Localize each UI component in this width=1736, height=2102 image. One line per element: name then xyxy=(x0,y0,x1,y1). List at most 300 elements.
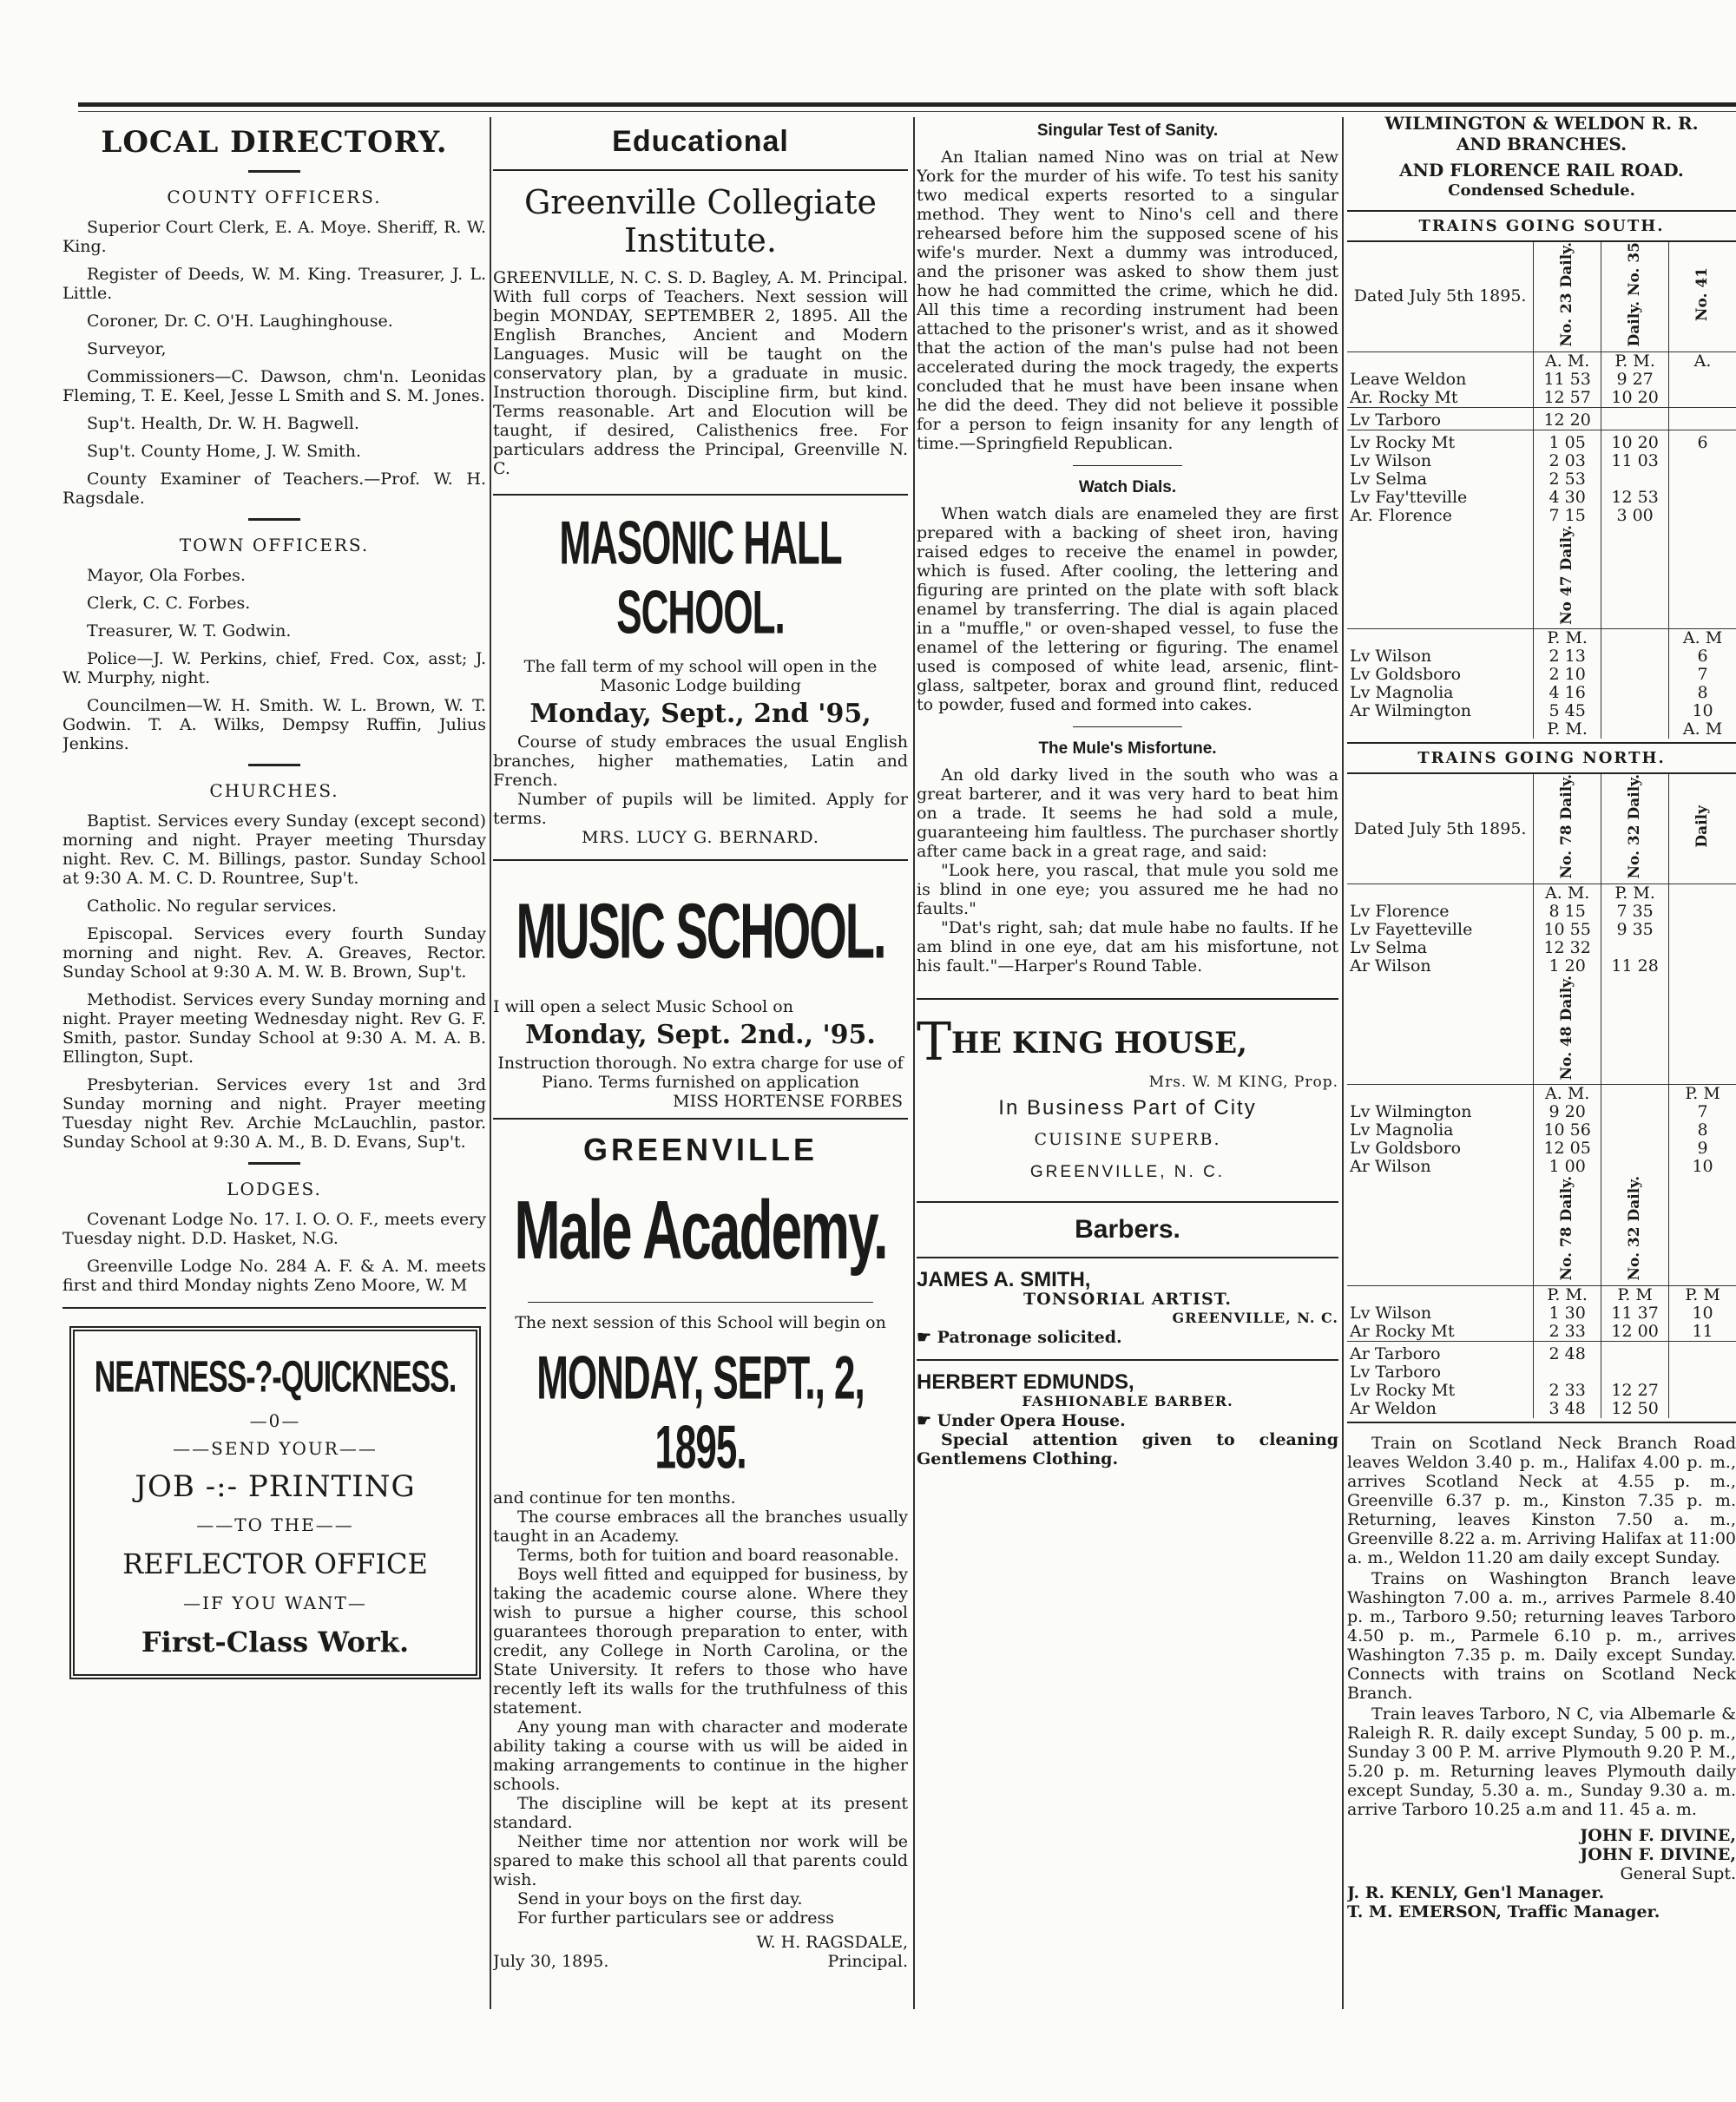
column-divider xyxy=(490,117,491,2009)
time-cell: A. M xyxy=(1669,629,1736,648)
town-officers-heading: TOWN OFFICERS. xyxy=(179,535,370,555)
mule-title: The Mule's Misfortune. xyxy=(1038,739,1217,758)
time-cell: 2 53 xyxy=(1534,470,1601,489)
table-row xyxy=(1347,629,1736,648)
table-row xyxy=(1347,883,1736,903)
timetable-body xyxy=(1347,629,1736,739)
edmunds-name: HERBERT EDMUNDS, xyxy=(917,1370,1134,1394)
table-row xyxy=(1347,647,1736,666)
county-officers-heading: COUNTY OFFICERS. xyxy=(167,187,382,207)
time-cell: 7 15 xyxy=(1534,507,1601,525)
time-cell: 1 00 xyxy=(1534,1158,1601,1176)
time-cell: 12 00 xyxy=(1601,1323,1669,1342)
county-entry: Surveyor, xyxy=(87,339,167,358)
station-cell: Lv Goldsboro xyxy=(1350,1139,1462,1159)
county-entry: Sup't. County Home, J. W. Smith. xyxy=(87,442,362,461)
time-cell: 12 05 xyxy=(1534,1140,1601,1158)
table-row xyxy=(1347,720,1736,739)
time-cell: A. M. xyxy=(1534,351,1601,371)
time-cell xyxy=(1669,939,1736,957)
town-entry: Councilmen—W. H. Smith. W. L. Brown, W. T. Godwin. T. A. Wilks, Dempsy Ruffin, Julius Jenkins. xyxy=(62,696,486,753)
table-row xyxy=(1347,921,1736,939)
articles-column xyxy=(917,113,1338,2013)
table-row xyxy=(1347,1121,1736,1140)
time-cell: 11 53 xyxy=(1534,371,1601,389)
gma-sign-date: July 30, 1895. xyxy=(493,1952,609,1971)
station-cell xyxy=(1347,351,1534,371)
time-cell xyxy=(1669,507,1736,525)
time-cell: 12 50 xyxy=(1601,1400,1669,1418)
table-row xyxy=(1347,1285,1736,1304)
lodges-heading: LODGES. xyxy=(227,1179,322,1199)
col-header-label: No. 23 Daily. xyxy=(1558,242,1576,347)
time-cell xyxy=(1669,411,1736,430)
time-cell xyxy=(1601,647,1669,666)
job-printing-ad xyxy=(69,1326,481,1679)
music-title: MUSIC SCHOOL. xyxy=(516,887,885,975)
table-row xyxy=(1347,452,1736,470)
col-header xyxy=(1534,975,1601,1085)
station-cell: Lv Tarboro xyxy=(1350,1362,1442,1382)
table-row xyxy=(1347,489,1736,507)
time-cell: 6 xyxy=(1669,647,1736,666)
timetable-body xyxy=(1347,411,1736,430)
masonic-intro: The fall term of my school will open in the Masonic Lodge building xyxy=(523,657,878,695)
railroad-note: Trains on Washington Branch leave Washington 7.00 a. m., arrives Parmele 8.40 p. m., Tarboro 9.50; returning leaves Tarboro 4.50 p. m., Parmele 6.10 p. m., arrives Washington 7.35 p. m. Daily except Sunday. Connects with trains on Scotland Neck Branch. xyxy=(1347,1568,1736,1703)
timetable-body xyxy=(1347,1085,1736,1177)
table-row xyxy=(1347,939,1736,957)
job-ad-text: ——TO THE—— xyxy=(196,1514,354,1535)
time-cell xyxy=(1669,1382,1736,1400)
educational-title: Educational xyxy=(612,125,789,158)
station-cell: Lv Magnolia xyxy=(1350,683,1454,703)
thin-rule xyxy=(1073,726,1182,727)
railroad-title: AND BRANCHES. xyxy=(1456,134,1628,154)
time-cell xyxy=(1601,1345,1669,1363)
time-cell: 3 48 xyxy=(1534,1400,1601,1418)
station-cell: Ar. Florence xyxy=(1350,505,1452,525)
railroad-sign: T. M. EMERSON, Traffic Manager. xyxy=(1347,1902,1660,1921)
table-row xyxy=(1347,1103,1736,1121)
time-cell: 11 xyxy=(1669,1323,1736,1342)
local-directory-column xyxy=(62,113,486,2013)
time-cell: 12 27 xyxy=(1601,1382,1669,1400)
job-ad-text: —0— xyxy=(249,1410,301,1431)
church-entry: Methodist. Services every Sunday morning and night. Prayer meeting Wednesday night. Rev G. F. Smith, pastor. Sunday School at 9:30 A. M. A. B. Ellington, Supt. xyxy=(62,990,486,1067)
col-header-label: No 47 Daily. xyxy=(1558,524,1576,625)
gma-para: For further particulars see or address xyxy=(517,1908,835,1928)
king-location: In Business Part of City xyxy=(998,1096,1257,1120)
section-rule xyxy=(493,1118,908,1120)
gma-para: Terms, both for tuition and board reasonable. xyxy=(517,1546,899,1565)
section-rule xyxy=(917,1257,1338,1258)
time-cell: 10 20 xyxy=(1601,434,1669,452)
gma-para: Any young man with character and moderate ability taking a course with us will be aided in making arrangements to continue in the higher schools. xyxy=(493,1718,908,1794)
railroad-column xyxy=(1347,113,1736,2013)
time-cell xyxy=(1669,957,1736,975)
time-cell: P. M. xyxy=(1601,883,1669,903)
section-rule xyxy=(1347,1422,1736,1423)
time-cell: 11 03 xyxy=(1601,452,1669,470)
job-ad-text: First-Class Work. xyxy=(141,1626,410,1659)
churches-heading: CHURCHES. xyxy=(209,780,339,801)
time-cell: P. M. xyxy=(1534,629,1601,648)
col-header xyxy=(1669,774,1736,883)
smith-note: ☛ Patronage solicited. xyxy=(917,1328,1122,1347)
town-entry: Clerk, C. C. Forbes. xyxy=(87,594,251,613)
table-row xyxy=(1347,1140,1736,1158)
col-header-label: No. 32 Daily. xyxy=(1626,774,1644,879)
time-cell: 10 56 xyxy=(1534,1121,1601,1140)
time-cell: A. M. xyxy=(1534,883,1601,903)
table-header-row xyxy=(1347,975,1736,1085)
gma-sign-title: Principal. xyxy=(827,1952,908,1971)
station-cell: Ar. Rocky Mt xyxy=(1350,387,1458,407)
time-cell: 9 35 xyxy=(1601,921,1669,939)
time-cell xyxy=(1601,720,1669,739)
gma-sign-name: W. H. RAGSDALE, xyxy=(756,1933,908,1952)
king-town: GREENVILLE, N. C. xyxy=(1029,1163,1226,1181)
mule-text: "Dat's right, sah; dat mule habe no faults. If he am blind in one eye, dat am his misfortune, not his fault."—Harper's Round Table. xyxy=(917,918,1338,975)
time-cell xyxy=(1601,1363,1669,1382)
time-cell: 1 30 xyxy=(1534,1304,1601,1323)
time-cell: P. M xyxy=(1669,1285,1736,1304)
table-row xyxy=(1347,434,1736,452)
railroad-note: Train leaves Tarboro, N C, via Albemarle & Raleigh R. R. daily except Sunday, 5 00 p. m., Sunday 3 00 P. M. arrive Plymouth 9.20 P. M., 5.20 p. m. Returning leaves Plymouth daily except Sunday, 5.30 a. m., Sunday 9.30 a. m. arrive Tarboro 10.25 a.m and 11. 45 a. m. xyxy=(1347,1704,1736,1819)
table-row xyxy=(1347,1400,1736,1418)
job-ad-text: —IF YOU WANT— xyxy=(183,1593,367,1613)
table-row xyxy=(1347,1158,1736,1176)
col-header-label: No. 48 Daily. xyxy=(1558,975,1576,1081)
king-cuisine: CUISINE SUPERB. xyxy=(1034,1130,1221,1149)
time-cell: 1 20 xyxy=(1534,957,1601,975)
north-heading: TRAINS GOING NORTH. xyxy=(1417,749,1666,768)
time-cell: A. M xyxy=(1669,720,1736,739)
time-cell: P. M xyxy=(1601,1285,1669,1304)
station-cell: Lv Wilson xyxy=(1350,450,1432,470)
station-cell: Leave Weldon xyxy=(1350,369,1467,389)
time-cell xyxy=(1601,666,1669,684)
time-cell xyxy=(1669,470,1736,489)
town-entry: Police—J. W. Perkins, chief, Fred. Cox, asst; J. W. Murphy, night. xyxy=(62,649,486,687)
section-rule xyxy=(1347,742,1736,744)
thin-rule xyxy=(528,1302,873,1303)
masonic-sign: MRS. LUCY G. BERNARD. xyxy=(582,828,819,847)
top-rule-thin xyxy=(78,111,1736,112)
section-rule xyxy=(1347,210,1736,212)
time-cell xyxy=(1669,1400,1736,1418)
music-sign: MISS HORTENSE FORBES xyxy=(673,1092,903,1111)
time-cell xyxy=(1601,411,1669,430)
time-cell: 2 03 xyxy=(1534,452,1601,470)
mule-text: "Look here, you rascal, that mule you sold me is blind in one eye; you assured me he had no faults." xyxy=(917,861,1338,918)
time-cell xyxy=(1669,903,1736,921)
gma-para: Boys well fitted and equipped for business, by taking the academic course alone. Where they wish to pursue a higher course, this school guarantees thorough preparation to enter, with credit, any College in North Carolina, or the State University. It refers to those who have recently left its walls for the truthfulness of this statement. xyxy=(493,1565,908,1718)
table-row xyxy=(1347,411,1736,430)
gma-sign-row xyxy=(493,1952,908,1971)
time-cell: 3 00 xyxy=(1601,507,1669,525)
railroad-sign: JOHN F. DIVINE, xyxy=(1580,1825,1736,1845)
railroad-sign: J. R. KENLY, Gen'l Manager. xyxy=(1347,1882,1605,1902)
time-cell xyxy=(1669,489,1736,507)
time-cell xyxy=(1601,1140,1669,1158)
col-header-label: Daily xyxy=(1693,805,1712,848)
table-row xyxy=(1347,957,1736,975)
town-entry: Mayor, Ola Forbes. xyxy=(87,566,246,585)
railroad-sign: JOHN F. DIVINE, xyxy=(1580,1844,1736,1864)
station-cell xyxy=(1347,1085,1534,1104)
church-entry: Episcopal. Services every fourth Sunday morning and night. Rev. A. Greaves, Rector. Sunday School at 9:30 A. M. W. B. Brown, Sup't. xyxy=(62,924,486,982)
time-cell: 2 33 xyxy=(1534,1382,1601,1400)
dash-rule xyxy=(248,518,300,521)
station-cell: Lv Rocky Mt xyxy=(1350,432,1456,452)
time-cell xyxy=(1669,883,1736,903)
county-entry: Sup't. Health, Dr. W. H. Bagwell. xyxy=(87,414,359,433)
time-cell: P. M. xyxy=(1534,720,1601,739)
masonic-text: Number of pupils will be limited. Apply for terms. xyxy=(493,790,908,828)
timetable-body xyxy=(1347,883,1736,975)
table-header-row xyxy=(1347,242,1736,351)
time-cell: 11 28 xyxy=(1601,957,1669,975)
gma-intro: The next session of this School will begin on xyxy=(515,1313,886,1332)
col-header xyxy=(1669,242,1736,351)
time-cell: A. xyxy=(1669,351,1736,371)
table-row xyxy=(1347,351,1736,371)
time-cell: 2 48 xyxy=(1534,1345,1601,1363)
col-header xyxy=(1534,525,1601,629)
sanity-text: An Italian named Nino was on trial at New York for the murder of his wife. To test his sanity two medical experts resorted to a singular method. They went to Nino's cell and there rehearsed before him the supposed scene of his wife's murder. Next a dummy was introduced, and the prisoner was asked to show them just how he had committed the crime, which he did. All this time a recording instrument had been attached to the prisoner's wrist, and as it showed that the action of the man's pulse had not been accelerated during the mock tragedy, the experts concluded that he must have been insane when he did the deed. They did not believe it possible for a person to feign insanity for any length of time.—Springfield Republican. xyxy=(917,148,1338,453)
time-cell: 8 xyxy=(1669,684,1736,702)
county-entry: Superior Court Clerk, E. A. Moye. Sheriff, R. W. King. xyxy=(62,218,486,256)
time-cell xyxy=(1601,470,1669,489)
smith-town: GREENVILLE, N. C. xyxy=(1172,1310,1338,1326)
station-cell: Ar Rocky Mt xyxy=(1350,1321,1455,1341)
table-header-row xyxy=(1347,1176,1736,1285)
time-cell xyxy=(1601,1158,1669,1176)
gma-line1: GREENVILLE xyxy=(582,1132,819,1167)
county-entry: Commissioners—C. Dawson, chm'n. Leonidas Fleming, T. E. Keel, Jesse L Smith and S. M. Jones. xyxy=(62,367,486,405)
king-house-title-text: HE KING HOUSE, xyxy=(951,1026,1248,1061)
time-cell: 10 20 xyxy=(1601,389,1669,408)
col-header-label: Daily. No. 35 xyxy=(1626,242,1644,347)
thin-rule xyxy=(1073,465,1182,466)
table-row xyxy=(1347,666,1736,684)
job-ad-text: JOB -:- PRINTING xyxy=(135,1469,416,1504)
time-cell: 11 37 xyxy=(1601,1304,1669,1323)
time-cell: 8 15 xyxy=(1534,903,1601,921)
gma-date: MONDAY, SEPT., 2, 1895. xyxy=(536,1344,865,1482)
station-cell: Ar Wilmington xyxy=(1350,701,1471,721)
time-cell xyxy=(1601,629,1669,648)
railroad-note: Train on Scotland Neck Branch Road leaves Weldon 3.40 p. m., Halifax 4.00 p. m., arrives Scotland Neck at 4.55 p. m., Greenville 6.37 p. m., Kinston 7.35 p. m. Returning, leaves Kinston 7.50 a. m., Greenville 8.22 a. m. Arriving Halifax at 11:00 a. m., Weldon 11.20 am daily except Sunday. xyxy=(1347,1433,1736,1567)
station-cell: Lv Selma xyxy=(1350,937,1428,957)
county-entry: County Examiner of Teachers.—Prof. W. H. Ragsdale. xyxy=(62,470,486,508)
station-cell: Lv Wilson xyxy=(1350,647,1432,667)
smith-name: JAMES A. SMITH, xyxy=(917,1268,1091,1291)
column-divider xyxy=(1342,117,1344,2009)
time-cell: 2 10 xyxy=(1534,666,1601,684)
job-ad-text: ——SEND YOUR—— xyxy=(173,1438,378,1459)
railroad-subtitle: Condensed Schedule. xyxy=(1448,181,1635,200)
time-cell: 5 45 xyxy=(1534,702,1601,720)
col-header-label: No. 78 Daily. xyxy=(1558,1176,1576,1281)
railroad-title: AND FLORENCE RAIL ROAD. xyxy=(1399,160,1684,181)
music-intro: I will open a select Music School on xyxy=(493,997,793,1016)
table-row xyxy=(1347,1085,1736,1104)
table-header-row xyxy=(1347,774,1736,883)
timetable-body xyxy=(1347,1345,1736,1418)
dash-rule xyxy=(248,764,300,766)
time-cell xyxy=(1601,1085,1669,1104)
smith-title: TONSORIAL ARTIST. xyxy=(1023,1290,1232,1309)
station-cell: Lv Rocky Mt xyxy=(1350,1380,1456,1400)
king-prop: Mrs. W. M KING, Prop. xyxy=(1148,1074,1338,1091)
table-row xyxy=(1347,1382,1736,1400)
watch-text: When watch dials are enameled they are first prepared with a backing of sheet iron, having raised edges to receive the enamel in powder, which is fused. After cooling, the lettering and figuring are printed on the plate with soft black enamel by transferring. The dial is again placed in a "muffle," or oven-shaped vessel, to fuse the enamel of the lettering or figuring. The enamel used is composed of white lead, arsenic, flint-glass, saltpeter, borax and ground flint, reduced to powder, fused and formed into cakes. xyxy=(917,504,1338,714)
lodge-entry: Greenville Lodge No. 284 A. F. & A. M. meets first and third Monday nights Zeno Moore, W. M xyxy=(62,1257,486,1295)
church-entry: Presbyterian. Services every 1st and 3rd Sunday morning and night. Prayer meeting Tuesday night Rev. Archie McLauchlin, pastor. Sunday School at 9:30 A. M., B. D. Evans, Sup't. xyxy=(62,1075,486,1152)
railroad-title: WILMINGTON & WELDON R. R. xyxy=(1384,113,1699,134)
time-cell: P. M. xyxy=(1601,351,1669,371)
gma-line2: Male Academy. xyxy=(514,1183,887,1277)
section-rule xyxy=(917,1359,1338,1361)
time-cell: 4 30 xyxy=(1534,489,1601,507)
time-cell: 9 27 xyxy=(1601,371,1669,389)
time-cell: 7 35 xyxy=(1601,903,1669,921)
time-cell: 4 16 xyxy=(1534,684,1601,702)
time-cell xyxy=(1534,1363,1601,1382)
job-ad-headline: NEATNESS-?-QUICKNESS. xyxy=(94,1352,457,1402)
time-cell: P. M xyxy=(1669,1085,1736,1104)
station-cell: Lv Selma xyxy=(1350,469,1428,489)
time-cell xyxy=(1669,452,1736,470)
col-header xyxy=(1534,774,1601,883)
section-rule xyxy=(917,1201,1338,1203)
railroad-sign: General Supt. xyxy=(1620,1863,1736,1883)
timetable-body xyxy=(1347,1285,1736,1341)
job-ad-text: REFLECTOR OFFICE xyxy=(122,1547,428,1580)
station-cell: Lv Florence xyxy=(1350,901,1450,921)
edmunds-title: FASHIONABLE BARBER. xyxy=(1022,1393,1233,1409)
dash-rule xyxy=(248,170,300,173)
time-cell xyxy=(1601,1121,1669,1140)
col-header xyxy=(1534,242,1601,351)
station-cell: Lv Goldsboro xyxy=(1350,665,1462,685)
time-cell: 1 05 xyxy=(1534,434,1601,452)
time-cell: 10 xyxy=(1669,702,1736,720)
gma-para: The discipline will be kept at its present standard. xyxy=(493,1794,908,1832)
table-header-row xyxy=(1347,525,1736,629)
masonic-text: Course of study embraces the usual English branches, higher mathematies, Latin and French. xyxy=(493,732,908,790)
col-header-label: No. 78 Daily. xyxy=(1558,774,1576,879)
time-cell xyxy=(1669,371,1736,389)
church-entry: Baptist. Services every Sunday (except second) morning and night. Prayer meeting Thursday night. Rev. C. M. Billings, pastor. Sunday School at 9:30 A. M. C. D. Rountree, Sup't. xyxy=(62,811,486,888)
station-cell: Lv Wilmington xyxy=(1350,1102,1472,1122)
time-cell: 9 xyxy=(1669,1140,1736,1158)
gma-para: Send in your boys on the first day. xyxy=(517,1889,803,1908)
station-cell: Lv Fay'tteville xyxy=(1350,487,1468,507)
section-rule xyxy=(493,494,908,496)
time-cell xyxy=(1669,389,1736,408)
time-cell: 12 32 xyxy=(1534,939,1601,957)
time-cell: 8 xyxy=(1669,1121,1736,1140)
county-entry: Register of Deeds, W. M. King. Treasurer, J. L. Little. xyxy=(62,265,486,303)
station-cell: Lv Tarboro xyxy=(1350,410,1442,430)
col-header-label: No. 32 Daily. xyxy=(1626,1176,1644,1281)
col-header-label: No. 41 xyxy=(1693,267,1712,322)
table-row xyxy=(1347,507,1736,525)
time-cell xyxy=(1669,1345,1736,1363)
king-house-title xyxy=(917,1012,1338,1073)
time-cell: P. M. xyxy=(1534,1285,1601,1304)
time-cell: 10 xyxy=(1669,1158,1736,1176)
lodge-entry: Covenant Lodge No. 17. I. O. O. F., meets every Tuesday night. D.D. Hasket, N.G. xyxy=(62,1210,486,1248)
time-cell: 7 xyxy=(1669,666,1736,684)
time-cell: 12 20 xyxy=(1534,411,1601,430)
masonic-title: MASONIC HALL SCHOOL. xyxy=(559,509,842,647)
time-cell: A. M. xyxy=(1534,1085,1601,1104)
time-cell: 9 20 xyxy=(1534,1103,1601,1121)
north-timetable xyxy=(1347,774,1736,1418)
col-header xyxy=(1601,1176,1669,1285)
south-timetable xyxy=(1347,242,1736,739)
section-rule xyxy=(62,1307,486,1309)
educational-column xyxy=(493,113,908,2013)
music-date: Monday, Sept. 2nd., '95. xyxy=(525,1020,876,1050)
time-cell: 10 xyxy=(1669,1304,1736,1323)
time-cell xyxy=(1601,939,1669,957)
church-entry: Catholic. No regular services. xyxy=(87,897,337,916)
dated-cell: Dated July 5th 1895. xyxy=(1347,774,1534,883)
barbers-title: Barbers. xyxy=(1075,1215,1180,1244)
timetable-body xyxy=(1347,351,1736,407)
table-row xyxy=(1347,1304,1736,1323)
top-rule xyxy=(78,102,1736,107)
col-header xyxy=(1601,242,1669,351)
time-cell: 7 xyxy=(1669,1103,1736,1121)
station-cell xyxy=(1347,720,1534,739)
watch-title: Watch Dials. xyxy=(1078,478,1177,496)
time-cell xyxy=(1669,1363,1736,1382)
col-header xyxy=(1534,1176,1601,1285)
table-row xyxy=(1347,684,1736,702)
dated-cell: Dated July 5th 1895. xyxy=(1347,242,1534,351)
station-cell: Ar Weldon xyxy=(1350,1398,1437,1418)
table-row xyxy=(1347,702,1736,720)
time-cell xyxy=(1601,1103,1669,1121)
time-cell xyxy=(1669,921,1736,939)
station-cell xyxy=(1347,629,1534,648)
gma-para: Neither time nor attention nor work will be spared to make this school all that parents could wish. xyxy=(493,1832,908,1889)
time-cell: 10 55 xyxy=(1534,921,1601,939)
gma-para: The course embraces all the branches usually taught in an Academy. xyxy=(493,1508,908,1546)
time-cell: 2 13 xyxy=(1534,647,1601,666)
time-cell xyxy=(1601,684,1669,702)
section-rule xyxy=(917,998,1338,1000)
table-row xyxy=(1347,1323,1736,1342)
table-row xyxy=(1347,1345,1736,1363)
county-entry: Coroner, Dr. C. O'H. Laughinghouse. xyxy=(87,312,393,331)
table-row xyxy=(1347,1363,1736,1382)
timetable-body xyxy=(1347,434,1736,525)
column-divider xyxy=(913,117,915,2009)
table-row xyxy=(1347,389,1736,408)
gci-text: GREENVILLE, N. C. S. D. Bagley, A. M. Principal. With full corps of Teachers. Next session will begin MONDAY, SEPTEMBER 2, 1895. All the English Branches, Ancient and Modern Languages. Music will be taught on the conservatory plan, by a graduate in music. Instruction thorough. Discipline firm, but kind. Terms reasonable. Art and Elocution will be taught, if desired, Calisthenics free. For particulars address the Principal, Greenville N. C. xyxy=(493,268,908,478)
table-row xyxy=(1347,903,1736,921)
time-cell: 2 33 xyxy=(1534,1323,1601,1342)
dash-rule xyxy=(248,1162,300,1165)
col-header xyxy=(1601,774,1669,883)
